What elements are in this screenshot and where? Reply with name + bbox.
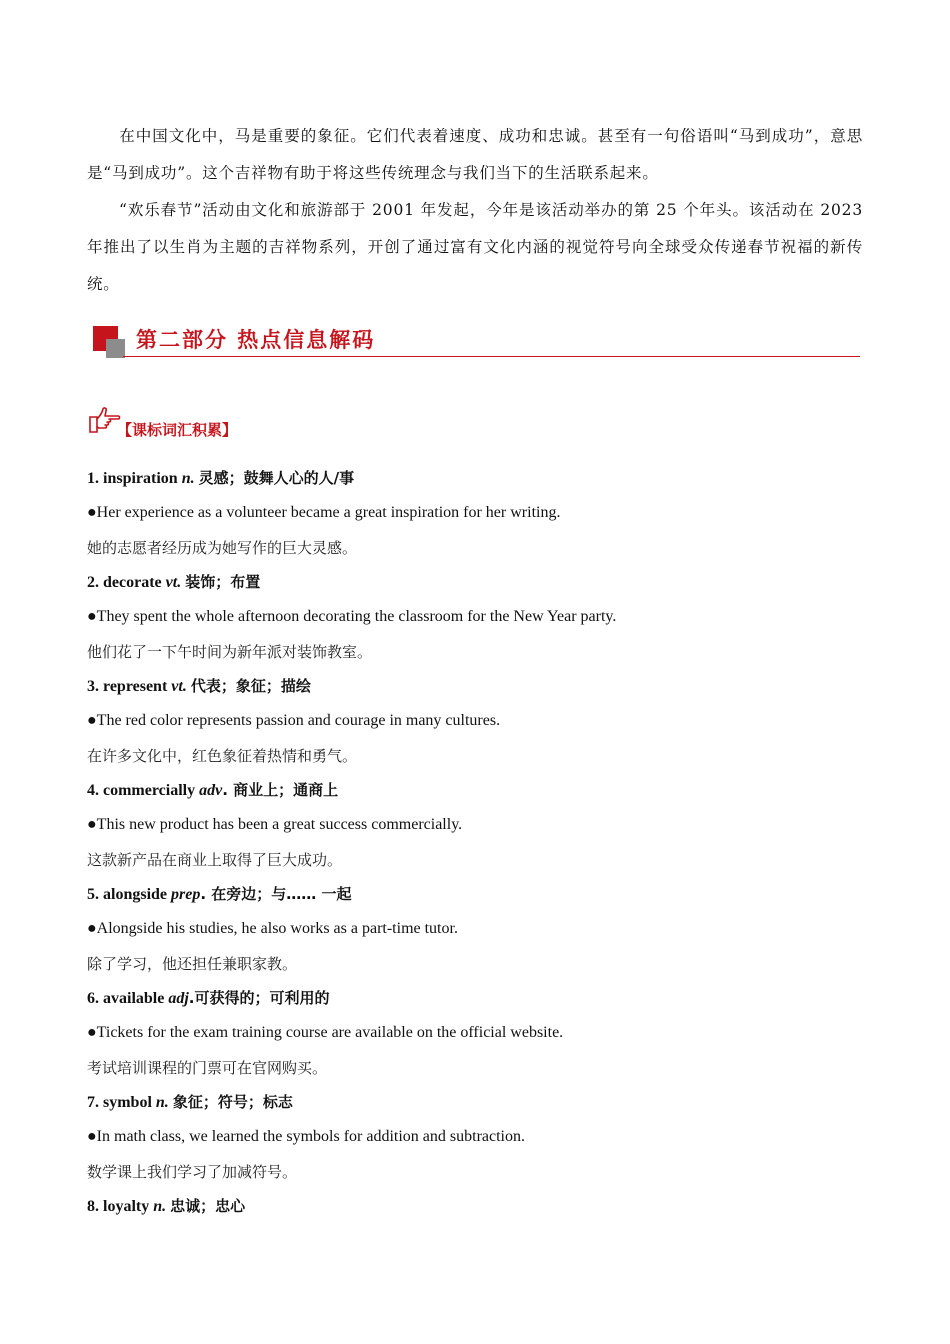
intro-paragraph-2 [87, 192, 863, 303]
vocab-meaning: 象征；符号；标志 [172, 1093, 293, 1111]
vocab-item-7-example: ●In math class, we learned the symbols for addition and subtraction. [87, 1128, 525, 1145]
vocab-item-5-head [87, 884, 352, 905]
section-title: 第二部分 热点信息解码 [136, 328, 376, 352]
vocab-item-4-head [87, 780, 338, 801]
vocab-item-2-translation: 他们花了一下午时间为新年派对装饰教室。 [87, 643, 373, 661]
intro-paragraph-1 [87, 118, 863, 192]
vocab-word: 1. inspiration [87, 470, 178, 487]
vocab-meaning: 代表；象征；描绘 [190, 677, 311, 695]
vocab-item-7-translation: 数学课上我们学习了加减符号。 [87, 1163, 298, 1181]
vocab-item-4-example: ●This new product has been a great success commercially. [87, 816, 463, 833]
vocab-meaning: . 在旁边；与…… 一起 [200, 885, 352, 903]
vocab-item-5-example: ●Alongside his studies, he also works as a part-time tutor. [87, 920, 458, 937]
vocab-word: 3. represent [87, 678, 168, 695]
vocab-item-5-translation: 除了学习，他还担任兼职家教。 [87, 955, 298, 973]
vocab-word: 2. decorate [87, 574, 162, 591]
vocab-item-6-head [87, 988, 330, 1009]
vocab-item-6-example: ●Tickets for the exam training course are available on the official website. [87, 1024, 564, 1041]
vocab-title: 【课标词汇积累】 [117, 421, 238, 439]
vocab-pos: n. [181, 470, 195, 487]
vocab-pos: vt. [165, 574, 182, 591]
vocab-item-2-head [87, 572, 260, 593]
section-header [93, 326, 860, 360]
vocab-item-1-example: ●Her experience as a volunteer became a great inspiration for her writing. [87, 504, 561, 521]
intro-paragraph-1-text: 在中国文化中，马是重要的象征。它们代表着速度、成功和忠诚。甚至有一句俗语叫“马到成功”，意思是“马到成功”。这个吉祥物有助于将这些传统理念与我们当下的生活联系起来。 [87, 127, 863, 182]
vocab-meaning: 装饰；布置 [185, 573, 261, 591]
vocab-pos: n. [153, 1198, 167, 1215]
vocab-item-1-translation: 她的志愿者经历成为她写作的巨大灵感。 [87, 539, 358, 557]
section-divider [123, 356, 860, 357]
vocab-pos: adj [168, 990, 189, 1007]
vocab-item-6-translation: 考试培训课程的门票可在官网购买。 [87, 1059, 328, 1077]
vocab-word: 5. alongside [87, 886, 168, 903]
vocab-meaning: . 商业上；通商上 [222, 781, 339, 799]
pointing-hand-icon [87, 405, 121, 435]
vocab-pos: adv [199, 782, 223, 799]
vocab-item-7-head [87, 1092, 293, 1113]
vocab-meaning: 灵感；鼓舞人心的人/事 [198, 469, 355, 487]
vocab-meaning: 忠诚；忠心 [170, 1197, 246, 1215]
vocab-item-3-head [87, 676, 311, 697]
vocab-word: 4. commercially [87, 782, 196, 799]
vocab-pos: vt. [171, 678, 187, 695]
vocab-item-1-head [87, 468, 354, 489]
vocab-item-8-head [87, 1196, 245, 1217]
vocab-word: 7. symbol [87, 1094, 152, 1111]
vocab-pos: prep [171, 886, 201, 903]
vocab-meaning: .可获得的；可利用的 [188, 989, 330, 1007]
vocab-word: 6. available [87, 990, 165, 1007]
vocab-item-3-example: ●The red color represents passion and courage in many cultures. [87, 712, 501, 729]
intro-paragraph-2-text: “欢乐春节”活动由文化和旅游部于 2001 年发起，今年是该活动举办的第 25 个年头。该活动在 2023 年推出了以生肖为主题的吉祥物系列，开创了通过富有文化内涵的视觉符号向全球受众传递春节祝福的新传统。 [87, 201, 863, 293]
vocab-item-4-translation: 这款新产品在商业上取得了巨大成功。 [87, 851, 343, 869]
vocab-word: 8. loyalty [87, 1198, 150, 1215]
vocab-pos: n. [155, 1094, 169, 1111]
vocab-item-2-example: ●They spent the whole afternoon decorating the classroom for the New Year party. [87, 608, 617, 625]
vocab-item-3-translation: 在许多文化中，红色象征着热情和勇气。 [87, 747, 358, 765]
